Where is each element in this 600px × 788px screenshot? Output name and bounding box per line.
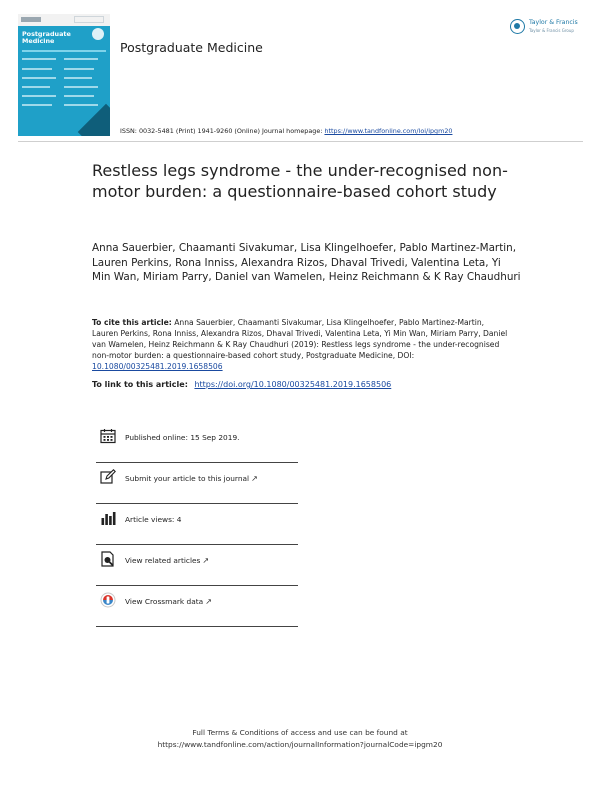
related-articles-item[interactable]	[96, 545, 298, 586]
cover-top-strip	[18, 14, 110, 26]
footer-terms-text: Full Terms & Conditions of access and use can be found at	[192, 728, 408, 737]
article-authors: Anna Sauerbier, Chaamanti Sivakumar, Lisa Klingelhoefer, Pablo Martinez-Martin, Lauren Perkins, Rona Inniss, Alexandra Rizos, Dhaval Trivedi, Valentina Leta, Yi Min Wan, Miriam Parry, Daniel van Wamelen, Heinz Reichmann & K Ray Chaudhuri	[92, 242, 521, 283]
submit-article-link[interactable]: Submit your article to this journal	[125, 474, 250, 483]
article-views-item	[96, 504, 298, 545]
external-link-icon: ↗	[202, 556, 210, 565]
journal-cover-image	[18, 14, 110, 136]
link-to-article	[92, 380, 391, 389]
article-title: Restless legs syndrome - the under-recognised non-motor burden: a questionnaire-based cohort study	[92, 161, 508, 201]
citation-doi-link[interactable]: 10.1080/00325481.2019.1658506	[92, 362, 223, 371]
cover-logo-icon	[92, 28, 104, 40]
related-search-icon	[100, 551, 116, 567]
published-online-item	[96, 422, 298, 463]
submit-article-item[interactable]	[96, 463, 298, 504]
journal-homepage-link[interactable]: https://www.tandfonline.com/loi/ipgm20	[324, 127, 453, 135]
header-divider	[18, 141, 583, 142]
publisher-logo-subtext: Taylor & Francis Group	[529, 28, 574, 33]
article-views-text: Article views: 4	[125, 515, 182, 524]
external-link-icon: ↗	[205, 597, 212, 606]
issn-line	[120, 127, 452, 135]
crossmark-icon	[100, 592, 116, 608]
link-label: To link to this article:	[92, 380, 188, 389]
journal-name[interactable]: Postgraduate Medicine	[120, 40, 263, 55]
crossmark-link[interactable]: View Crossmark data	[125, 597, 204, 606]
bar-chart-icon	[100, 510, 116, 526]
publisher-logo-text: Taylor & Francis	[529, 19, 578, 26]
publisher-logo-icon	[510, 19, 525, 34]
cover-title: Postgraduate Medicine	[22, 30, 71, 45]
article-info-list	[96, 422, 298, 627]
crossmark-item[interactable]	[96, 586, 298, 627]
footer	[0, 727, 600, 751]
related-articles-link[interactable]: View related articles	[125, 556, 201, 565]
footer-terms-link[interactable]: https://www.tandfonline.com/action/journalInformation?journalCode=ipgm20	[157, 740, 443, 749]
citation-block	[92, 317, 510, 372]
published-online-text: Published online: 15 Sep 2019.	[125, 433, 240, 442]
issn-text: ISSN: 0032-5481 (Print) 1941-9260 (Online) Journal homepage:	[120, 127, 323, 135]
calendar-icon	[100, 428, 116, 444]
citation-label: To cite this article:	[92, 318, 172, 327]
article-doi-link[interactable]: https://doi.org/10.1080/00325481.2019.1658506	[194, 380, 392, 389]
citation-text: Anna Sauerbier, Chaamanti Sivakumar, Lisa Klingelhoefer, Pablo Martinez-Martin, Lauren Perkins, Rona Inniss, Alexandra Rizos, Dhaval Trivedi, Valentina Leta, Yi Min Wan, Miriam Parry, Daniel van Wamelen, Heinz Reichmann & K Ray Chaudhuri (2019): Restless legs syndrome - the under-recognised non-motor burden: a questionnaire-based cohort study, Postgraduate Medicine, DOI:	[92, 318, 508, 360]
publisher-logo[interactable]	[510, 17, 590, 37]
edit-icon	[100, 469, 116, 485]
external-link-icon: ↗	[251, 474, 258, 483]
